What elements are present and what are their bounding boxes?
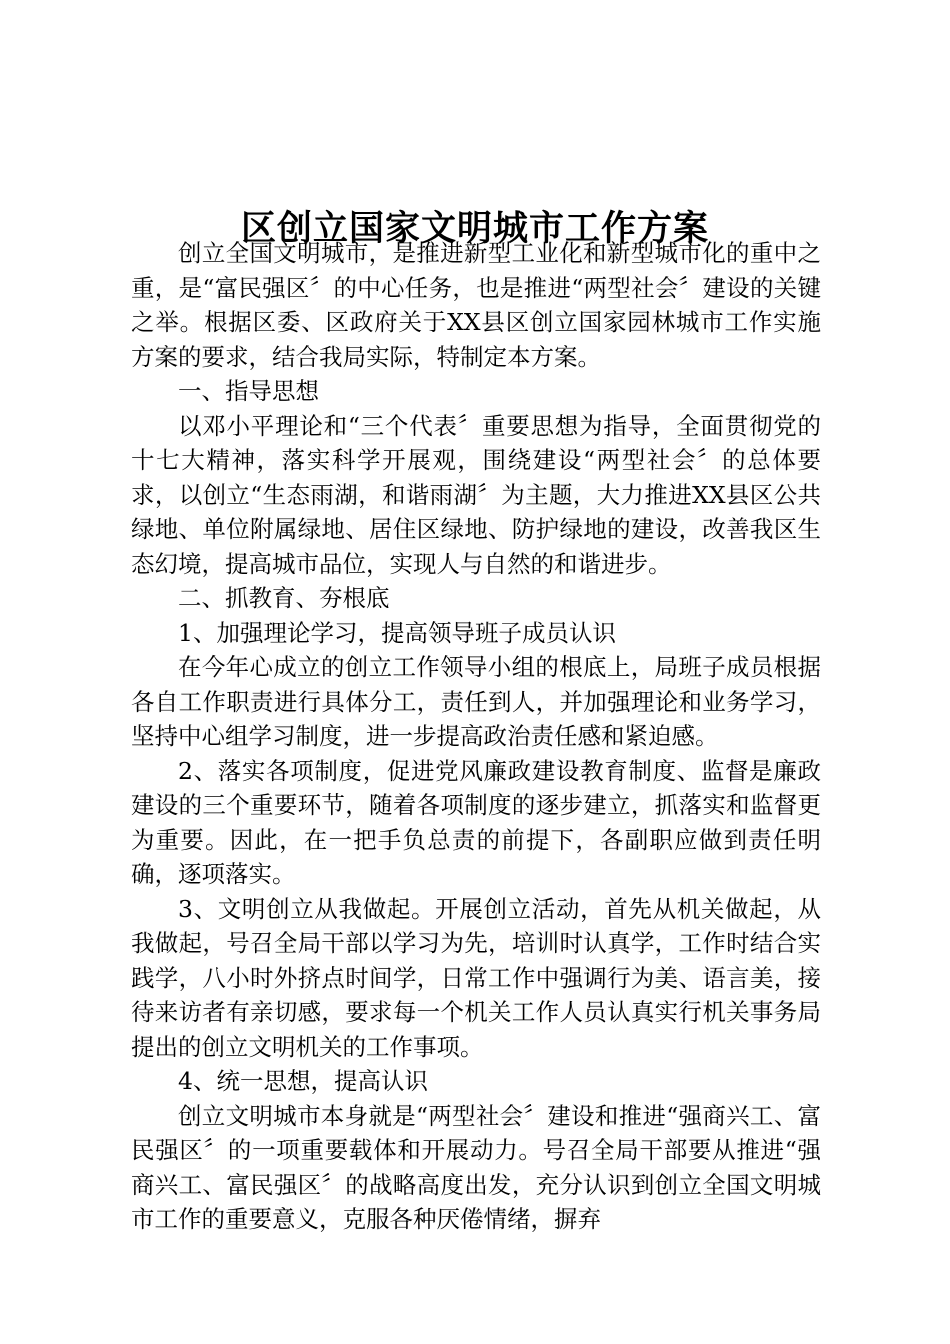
body-paragraph: 以邓小平理论和“三个代表〞重要思想为指导，全面贯彻党的十七大精神，落实科学开展观，围绕建设“两型社会〞的总体要求，以创立“生态雨湖，和谐雨湖〞为主题，大力推进XX县区公共绿地、单位附属绿地、居住区绿地、防护绿地的建设，改善我区生态幻境，提高城市品位，实现人与自然的和谐进步。 — [131, 411, 821, 578]
subsection-heading: 1、加强理论学习，提高领导班子成员认识 — [178, 618, 616, 647]
document-title: 区创立国家文明城市工作方案 — [240, 208, 709, 250]
section-heading: 二、抓教育、夯根底 — [178, 584, 390, 612]
subsection-heading: 4、统一思想，提高认识 — [178, 1067, 428, 1095]
section-heading: 一、指导思想 — [178, 377, 319, 405]
intro-paragraph: 创立全国文明城市，是推进新型工业化和新型城市化的重中之重，是“富民强区〞的中心任务，也是推进“两型社会〞建设的关键之举。根据区委、区政府关于XX县区创立国家园林城市工作实施方案的要求，结合我局实际，特制定本方案。 — [131, 239, 821, 371]
body-paragraph: 2、落实各项制度，促进党风廉政建设教育制度、监督是廉政建设的三个重要环节，随着各项制度的逐步建立，抓落实和监督更为重要。因此，在一把手负总责的前提下，各副职应做到责任明确，逐项落实。 — [131, 756, 821, 888]
body-paragraph: 创立文明城市本身就是“两型社会〞建设和推进“强商兴工、富民强区〞的一项重要载体和开展动力。号召全局干部要从推进“强商兴工、富民强区〞的战略高度出发，充分认识到创立全国文明城市工作的重要意义，克服各种厌倦情绪，摒弃 — [131, 1101, 821, 1233]
body-paragraph: 3、文明创立从我做起。开展创立活动，首先从机关做起，从我做起，号召全局干部以学习为先，培训时认真学，工作时结合实践学，八小时外挤点时间学，日常工作中强调行为美、语言美，接待来访者有亲切感，要求每一个机关工作人员认真实行机关事务局提出的创立文明机关的工作事项。 — [131, 894, 821, 1061]
body-paragraph: 在今年心成立的创立工作领导小组的根底上，局班子成员根据各自工作职责进行具体分工，责任到人，并加强理论和业务学习，坚持中心组学习制度，进一步提高政治责任感和紧迫感。 — [131, 653, 821, 750]
document-body — [131, 236, 821, 1237]
